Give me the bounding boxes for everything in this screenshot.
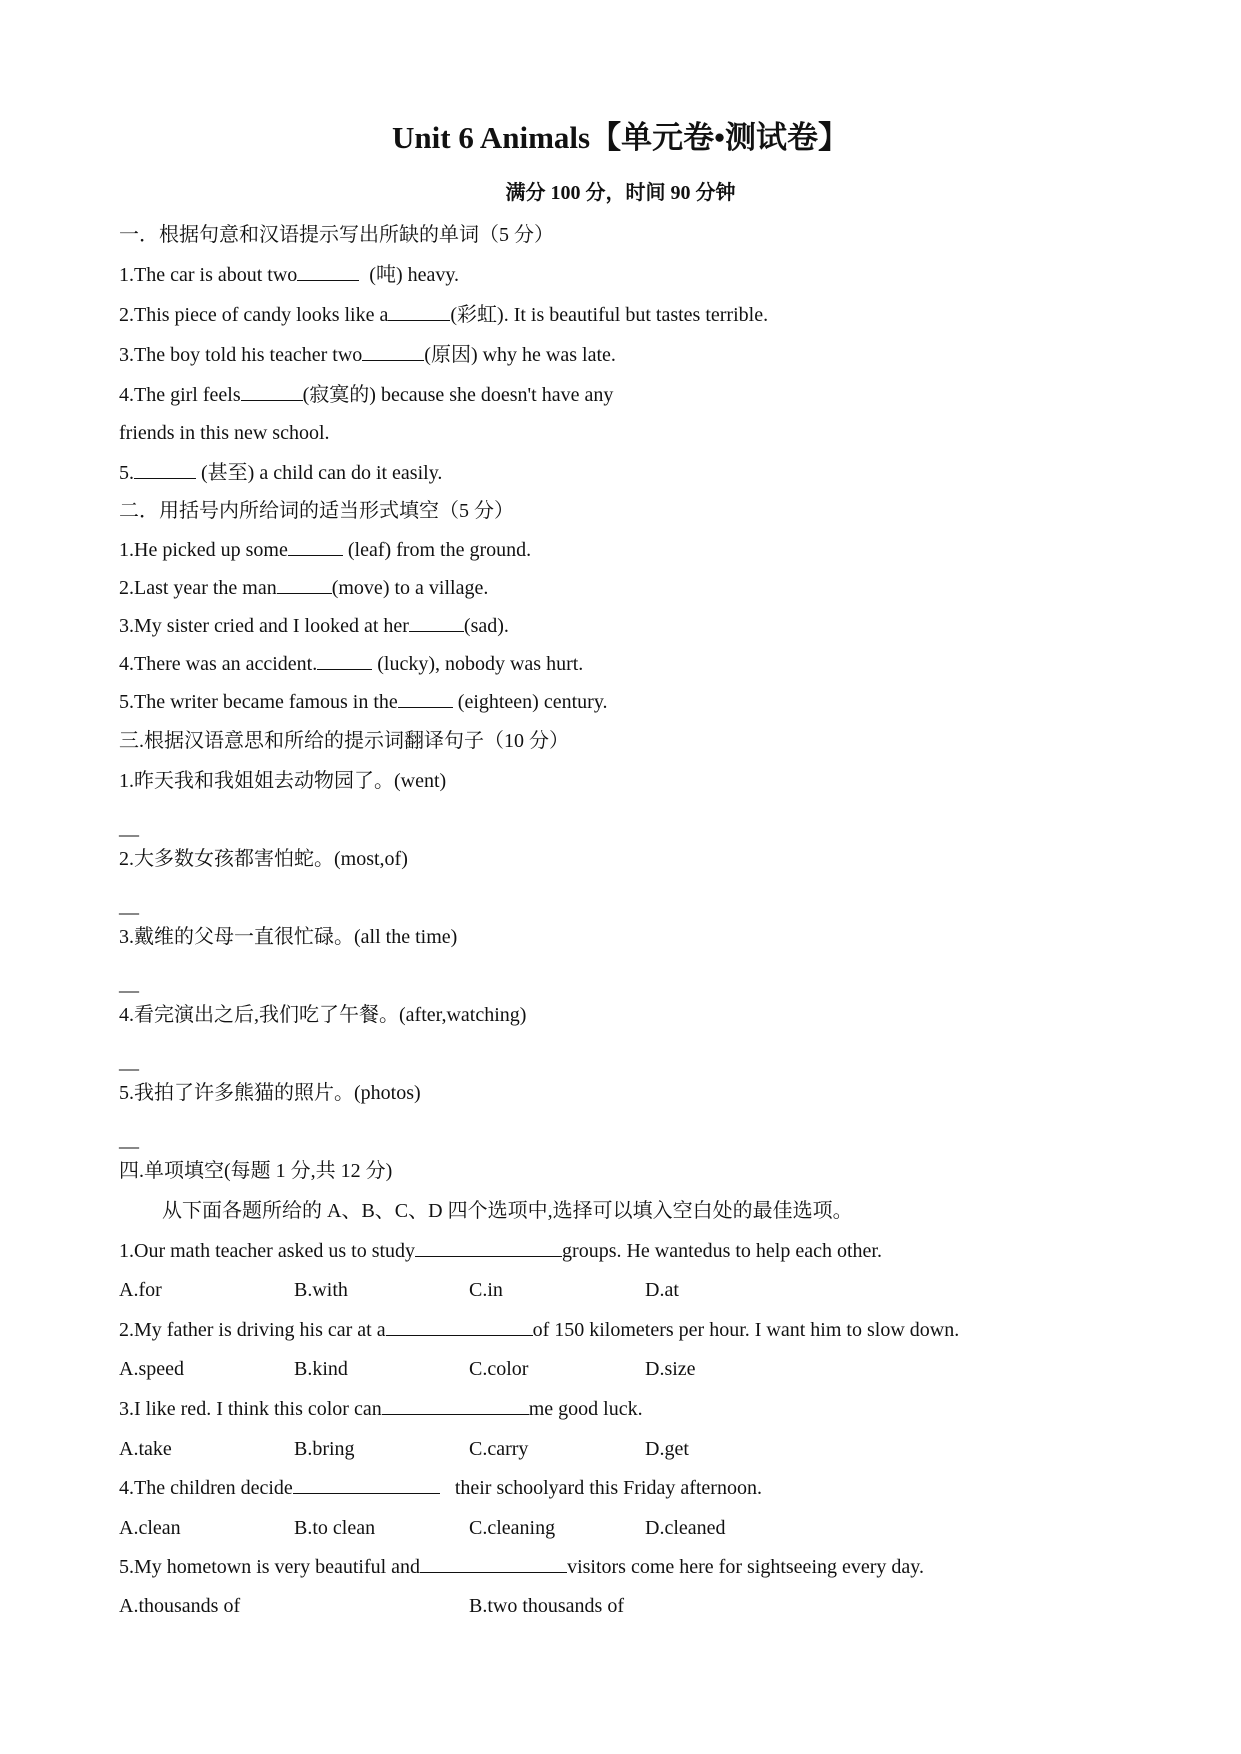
page-title: Unit 6 Animals【单元卷•测试卷】 bbox=[392, 120, 849, 155]
question-text: 5.The writer became famous in the bbox=[119, 691, 398, 713]
question-text: 4.The girl feels bbox=[119, 384, 241, 406]
option-d[interactable]: D.cleaned bbox=[645, 1517, 726, 1539]
section3-question-3: 3.戴维的父母一直很忙碌。(all the time) bbox=[119, 926, 458, 948]
question-text: 3.The boy told his teacher two bbox=[119, 344, 363, 366]
question-text: 3.I like red. I think this color can bbox=[119, 1398, 382, 1420]
option-c[interactable]: C.in bbox=[469, 1279, 503, 1301]
question-hint: (彩虹). It is beautiful but tastes terrible. bbox=[450, 304, 769, 326]
section2-question-4 bbox=[119, 651, 583, 677]
answer-line[interactable]: __ bbox=[119, 973, 139, 995]
question-text: their schoolyard this Friday afternoon. bbox=[439, 1477, 762, 1499]
answer-line[interactable]: __ bbox=[119, 1129, 139, 1151]
answer-blank[interactable] bbox=[134, 460, 196, 479]
section4-question-4 bbox=[119, 1475, 762, 1501]
question-text: 1.Our math teacher asked us to study bbox=[119, 1240, 416, 1262]
question-text: 5. bbox=[119, 462, 134, 484]
question-hint: (甚至) a child can do it easily. bbox=[196, 462, 443, 484]
question-hint: (吨) heavy. bbox=[359, 264, 460, 286]
section4-question-5 bbox=[119, 1554, 924, 1580]
section3-question-5: 5.我拍了许多熊猫的照片。(photos) bbox=[119, 1082, 421, 1104]
section1-question-2 bbox=[119, 302, 768, 328]
section3-question-2: 2.大多数女孩都害怕蛇。(most,of) bbox=[119, 848, 408, 870]
section2-question-3 bbox=[119, 613, 509, 639]
question-text: groups. He wantedus to help each other. bbox=[562, 1240, 882, 1262]
question-text: 1.The car is about two bbox=[119, 264, 298, 286]
answer-blank[interactable] bbox=[382, 1396, 529, 1415]
answer-blank[interactable] bbox=[415, 1238, 562, 1257]
section2-question-1 bbox=[119, 537, 531, 563]
answer-blank[interactable] bbox=[388, 302, 450, 321]
option-d[interactable]: D.get bbox=[645, 1438, 689, 1460]
section1-question-1 bbox=[119, 262, 459, 288]
option-a[interactable]: A.for bbox=[119, 1279, 162, 1301]
answer-blank[interactable] bbox=[297, 262, 359, 281]
section2-question-5 bbox=[119, 689, 608, 715]
option-b[interactable]: B.to clean bbox=[294, 1517, 376, 1539]
section4-instruction: 从下面各题所给的 A、B、C、D 四个选项中,选择可以填入空白处的最佳选项。 bbox=[162, 1200, 853, 1222]
answer-blank[interactable] bbox=[386, 1317, 533, 1336]
question-hint: (move) to a village. bbox=[331, 577, 489, 599]
answer-blank[interactable] bbox=[409, 613, 464, 632]
section4-question-3 bbox=[119, 1396, 643, 1422]
option-a[interactable]: A.take bbox=[119, 1438, 172, 1460]
question-text: 4.The children decide bbox=[119, 1477, 293, 1499]
option-b[interactable]: B.two thousands of bbox=[469, 1595, 624, 1617]
question-hint: (sad). bbox=[463, 615, 509, 637]
question-text: me good luck. bbox=[528, 1398, 643, 1420]
answer-blank[interactable] bbox=[288, 537, 343, 556]
answer-line[interactable]: __ bbox=[119, 1051, 139, 1073]
section1-question-5 bbox=[119, 460, 442, 486]
question-text: 2.My father is driving his car at a bbox=[119, 1319, 386, 1341]
answer-line[interactable]: __ bbox=[119, 817, 139, 839]
option-a[interactable]: A.clean bbox=[119, 1517, 181, 1539]
answer-blank[interactable] bbox=[293, 1475, 440, 1494]
option-a[interactable]: A.thousands of bbox=[119, 1595, 241, 1617]
option-b[interactable]: B.with bbox=[294, 1279, 348, 1301]
section2-question-2 bbox=[119, 575, 488, 601]
section2-heading: 二．用括号内所给词的适当形式填空（5 分） bbox=[119, 500, 514, 522]
answer-line[interactable]: __ bbox=[119, 895, 139, 917]
page-subtitle: 满分 100 分，时间 90 分钟 bbox=[505, 182, 736, 204]
section1-question-4-continued: friends in this new school. bbox=[119, 422, 330, 444]
section3-question-1: 1.昨天我和我姐姐去动物园了。(went) bbox=[119, 770, 447, 792]
question-hint: (原因) why he was late. bbox=[424, 344, 616, 366]
section4-heading: 四.单项填空(每题 1 分,共 12 分) bbox=[119, 1160, 393, 1182]
option-b[interactable]: B.kind bbox=[294, 1358, 348, 1380]
option-d[interactable]: D.size bbox=[645, 1358, 696, 1380]
section1-heading: 一．根据句意和汉语提示写出所缺的单词（5 分） bbox=[119, 224, 554, 246]
option-a[interactable]: A.speed bbox=[119, 1358, 184, 1380]
section1-question-3 bbox=[119, 342, 616, 368]
question-hint: (lucky), nobody was hurt. bbox=[372, 653, 584, 675]
answer-blank[interactable] bbox=[277, 575, 332, 594]
option-c[interactable]: C.cleaning bbox=[469, 1517, 556, 1539]
answer-blank[interactable] bbox=[420, 1554, 567, 1573]
question-text: 5.My hometown is very beautiful and bbox=[119, 1556, 421, 1578]
question-text: visitors come here for sightseeing every day. bbox=[567, 1556, 924, 1578]
answer-blank[interactable] bbox=[317, 651, 372, 670]
option-c[interactable]: C.carry bbox=[469, 1438, 529, 1460]
answer-blank[interactable] bbox=[362, 342, 424, 361]
section3-heading: 三.根据汉语意思和所给的提示词翻译句子（10 分） bbox=[119, 730, 569, 752]
question-text: 1.He picked up some bbox=[119, 539, 288, 561]
question-hint: (leaf) from the ground. bbox=[342, 539, 532, 561]
option-b[interactable]: B.bring bbox=[294, 1438, 355, 1460]
question-text: of 150 kilometers per hour. I want him to slow down. bbox=[532, 1319, 960, 1341]
answer-blank[interactable] bbox=[241, 382, 303, 401]
section4-question-2 bbox=[119, 1317, 959, 1343]
section3-question-4: 4.看完演出之后,我们吃了午餐。(after,watching) bbox=[119, 1004, 527, 1026]
question-text: 2.Last year the man bbox=[119, 577, 277, 599]
question-text: 4.There was an accident. bbox=[119, 653, 318, 675]
answer-blank[interactable] bbox=[398, 689, 453, 708]
question-text: 3.My sister cried and I looked at her bbox=[119, 615, 409, 637]
question-text: 2.This piece of candy looks like a bbox=[119, 304, 389, 326]
question-hint: (eighteen) century. bbox=[452, 691, 608, 713]
section4-question-1 bbox=[119, 1238, 882, 1264]
question-hint: (寂寞的) because she doesn't have any bbox=[302, 384, 614, 406]
option-c[interactable]: C.color bbox=[469, 1358, 529, 1380]
option-d[interactable]: D.at bbox=[645, 1279, 679, 1301]
section1-question-4 bbox=[119, 382, 613, 408]
